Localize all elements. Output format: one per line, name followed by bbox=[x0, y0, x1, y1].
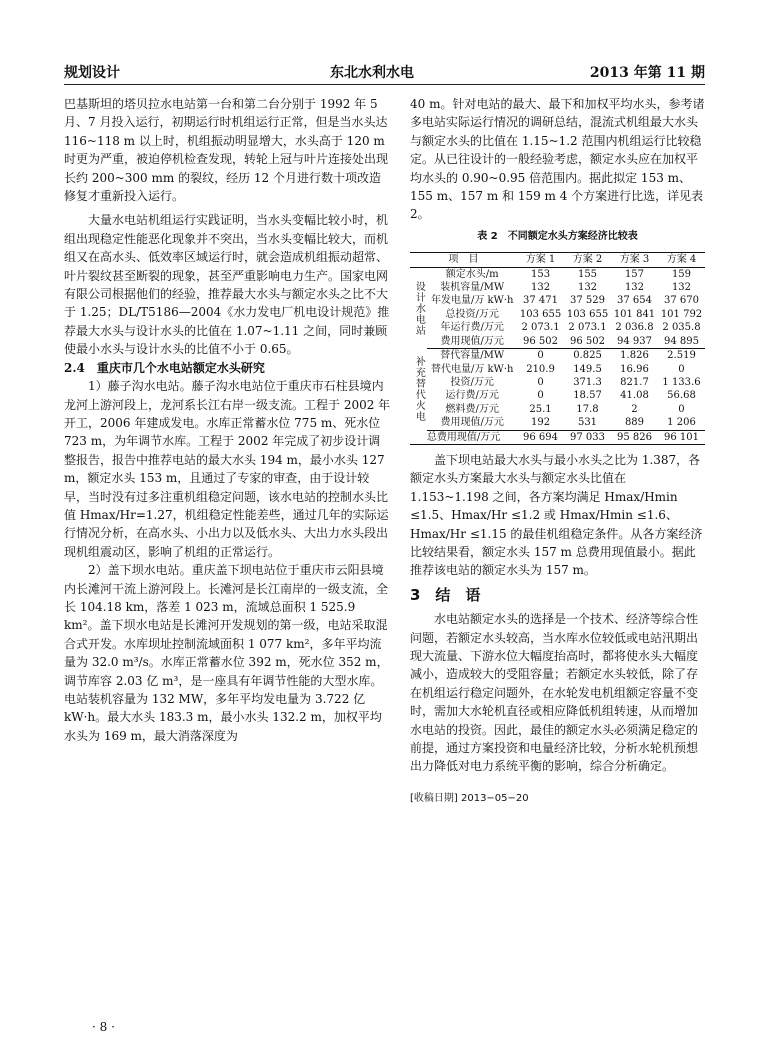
table-cell: 37 654 bbox=[616, 295, 652, 307]
table-cell: 132 bbox=[671, 282, 692, 294]
table-cell: 0 bbox=[678, 363, 685, 375]
table-cell: 101 792 bbox=[660, 308, 703, 320]
table-cell: 0 bbox=[537, 350, 544, 362]
table-cell: 153 bbox=[530, 268, 551, 280]
table-group-label: 补充替代火电 bbox=[413, 356, 425, 423]
table-cell: 费用现值/万元 bbox=[427, 335, 517, 349]
table-cell: 方案 3 bbox=[611, 253, 658, 267]
table-cell: 投资/万元 bbox=[450, 376, 494, 388]
table-row bbox=[410, 321, 705, 334]
table-cell: 889 bbox=[611, 416, 658, 430]
paragraph: 大量水电站机组运行实践证明，当水头变幅比较小时，机组出现稳定性能恶化现象并不突出，当水头变幅比较大，而机组又在高水头、低效率区域运行时，就会造成机组振动超常、叶片裂纹甚至断裂的现象，甚至严重影响电力生产。国家电网有限公司根据他们的经验，推荐最大水头与额定水头之比不大于 1.25；DL/T5186—2004《水力发电厂机电设计规范》推荐最大水头与设计水头的比值在 1.07~1.11 之间，同时兼顾使最小水头与设计水头的比值不小于 0.65。 bbox=[64, 213, 390, 357]
table-cell: 1 206 bbox=[658, 416, 705, 430]
table-cell: 149.5 bbox=[573, 363, 602, 375]
table-cell: 总费用现值/万元 bbox=[410, 430, 517, 444]
table-cell: 97 033 bbox=[564, 430, 611, 444]
table-cell: 年运行费/万元 bbox=[440, 322, 504, 334]
left-column bbox=[64, 95, 392, 745]
header-issue: 2013 年第 11 期 bbox=[589, 65, 705, 81]
table-cell: 37 670 bbox=[663, 295, 699, 307]
paragraph: 2）盖下坝水电站。重庆盖下坝电站位于重庆市云阳县境内长滩河干流上游河段上。长滩河是长江南岸的一级支流，全长 104.18 km，落差 1 023 m，流域总面积 1 525.9 km²。盖下坝水电站是长滩河开发规划的第一级，电站采取混合式开发。水库坝址控制流域面积 1 077 km²，多年平均流量为 32.0 m³/s。水库正常蓄水位 392 m，死水位 352 m，调节库容 2.03 亿 m³，是一座具有年调节性能的大型水库。电站装机容量为 132 MW，多年平均发电量为 3.722 亿 kW·h。最大水头 183.3 m，最小水头 132.2 m，加权平均水头为 169 m，最大消落深度为 bbox=[64, 563, 389, 743]
table-cell: 2 bbox=[631, 403, 638, 415]
paragraph: 40 m。针对电站的最大、最下和加权平均水头，参考诸多电站实际运行情况的调研总结，混流式机组最大水头与额定水头的比值在 1.15~1.2 范围内机组运行比较稳定。从已往设计的一般经验考虑，额定水头应在加权平均水头的 0.90~0.95 倍范围内。据此拟定 153 m、155 m、157 m 和 159 m 4 个方案进行比选，详见表 2。 bbox=[410, 97, 705, 222]
right-column bbox=[410, 95, 705, 808]
table-cell: 96 101 bbox=[658, 430, 705, 444]
section-heading-3: 3 结 语 bbox=[410, 585, 481, 604]
table-cell: 25.1 bbox=[529, 403, 552, 415]
table-cell: 18.57 bbox=[573, 390, 602, 402]
table-cell: 192 bbox=[517, 416, 564, 430]
table-cell: 2 073.1 bbox=[568, 322, 607, 334]
section-heading-2-4: 2.4 重庆市几个水电站额定水头研究 bbox=[64, 360, 265, 375]
table-cell: 16.96 bbox=[620, 363, 649, 375]
table-cell: 1.826 bbox=[620, 350, 649, 362]
table-row bbox=[410, 308, 705, 321]
table-cell: 157 bbox=[624, 268, 645, 280]
table-row bbox=[410, 403, 705, 416]
table-cell: 17.8 bbox=[576, 403, 599, 415]
table-row bbox=[410, 294, 705, 307]
table-cell: 37 471 bbox=[523, 295, 559, 307]
table-cell: 132 bbox=[530, 282, 551, 294]
table-cell: 821.7 bbox=[620, 376, 649, 388]
comparison-table bbox=[410, 252, 705, 445]
table-cell: 替代容量/MW bbox=[440, 350, 505, 362]
table-row bbox=[410, 416, 705, 430]
table-cell: 费用现值/万元 bbox=[427, 416, 517, 430]
table-row bbox=[410, 363, 705, 376]
table-group-label: 设计水电站 bbox=[413, 280, 425, 336]
table-cell: 159 bbox=[671, 268, 692, 280]
table-cell: 年发电量/万 kW·h bbox=[430, 295, 514, 307]
paragraph: 1）藤子沟水电站。藤子沟水电站位于重庆市石柱县境内龙河上游河段上，龙河系长江右岸一级支流。工程于 2002 年开工，2006 年建成发电。水库正常蓄水位 775 m、死水位 723 m，为年调节水库。工程于 2002 年完成了初步设计调整报告，报告中推荐电站的最大水头 194 m，最小水头 127 m，额定水头 153 m，且通过了专家的审查，由于设计较早，当时没有过多注重机组稳定问题，该水电站的控制水头比值 Hmax/Hr=1.27，机组稳定性能差些，通过几年的实际运行情况分析，在高水头、小出力以及低水头、大出力水头段出现机组震动区，影响了机组的正常运行。 bbox=[64, 379, 391, 559]
table-cell: 0 bbox=[678, 403, 685, 415]
table-cell: 96 502 bbox=[517, 335, 564, 349]
table-row bbox=[410, 349, 705, 363]
table-cell: 41.08 bbox=[620, 390, 649, 402]
header-journal: 东北水利水电 bbox=[330, 65, 414, 81]
table-cell: 1 133.6 bbox=[662, 376, 701, 388]
paragraph: 巴基斯坦的塔贝拉水电站第一台和第二台分别于 1992 年 5 月、7 月投入运行，初期运行时机组运行正常，但是当水头达 116~118 m 以上时，机组振动明显增大，水头高于 120 m 时更为严重，被迫停机检查发现，转轮上冠与叶片连接处出现长约 200~300 mm 的裂纹，经历 12 个月进行数十项改造修复才重新投入运行。 bbox=[64, 97, 389, 204]
table-row bbox=[410, 335, 705, 349]
table-cell: 总投资/万元 bbox=[445, 308, 499, 320]
table-cell: 103 655 bbox=[519, 308, 562, 320]
table-cell: 2 073.1 bbox=[521, 322, 560, 334]
table-total-row bbox=[410, 430, 705, 444]
table-cell: 94 895 bbox=[658, 335, 705, 349]
table-cell: 替代电量/万 kW·h bbox=[430, 363, 514, 375]
table-cell: 方案 1 bbox=[517, 253, 564, 267]
table-cell: 37 529 bbox=[570, 295, 605, 307]
table-cell: 101 841 bbox=[613, 308, 656, 320]
table-cell: 96 694 bbox=[517, 430, 564, 444]
table-cell: 103 655 bbox=[566, 308, 609, 320]
table-cell: 方案 2 bbox=[564, 253, 611, 267]
table-row bbox=[410, 389, 705, 402]
table-row bbox=[410, 376, 705, 389]
table-cell: 0 bbox=[537, 390, 544, 402]
table-cell: 项 目 bbox=[410, 253, 517, 267]
paragraph: 盖下坝电站最大水头与最小水头之比为 1.387，各额定水头方案最大水头与额定水头比值在 1.153~1.198 之间，各方案均满足 Hmax/Hmin ≤1.5、Hmax/Hr ≤1.2 或 Hmax/Hmin ≤1.6、Hmax/Hr ≤1.15 的最佳机组稳定条件。从各方案经济比较结果看，额定水头 157 m 总费用现值最小。据此推荐该电站的额定水头为 157 m。 bbox=[410, 452, 703, 578]
table-header-row bbox=[410, 253, 705, 267]
table-cell: 装机容量/MW bbox=[440, 282, 505, 294]
header-rule bbox=[64, 84, 705, 85]
table-cell: 2.519 bbox=[667, 350, 696, 362]
table-cell: 56.68 bbox=[667, 390, 696, 402]
table-cell: 0.825 bbox=[573, 350, 602, 362]
table-cell: 371.3 bbox=[573, 376, 602, 388]
table-cell: 94 937 bbox=[611, 335, 658, 349]
table-cell: 运行费/万元 bbox=[445, 390, 499, 402]
table-cell: 燃料费/万元 bbox=[445, 403, 499, 415]
table-cell: 2 036.8 bbox=[615, 322, 654, 334]
table-cell: 96 502 bbox=[564, 335, 611, 349]
table-cell: 210.9 bbox=[526, 363, 555, 375]
table-cell: 0 bbox=[537, 376, 544, 388]
table-row bbox=[410, 281, 705, 294]
table-cell: 95 826 bbox=[611, 430, 658, 444]
received-date: [收稿日期] 2013−05−20 bbox=[410, 792, 529, 804]
table-caption: 表 2 不同额定水头方案经济比较表 bbox=[477, 230, 638, 242]
table-cell: 方案 4 bbox=[658, 253, 705, 267]
table-cell: 531 bbox=[564, 416, 611, 430]
table-cell: 额定水头/m bbox=[445, 268, 499, 280]
table-row bbox=[410, 267, 705, 281]
table-cell: 132 bbox=[624, 282, 645, 294]
table-cell: 155 bbox=[577, 268, 598, 280]
table-cell: 2 035.8 bbox=[662, 322, 701, 334]
table-cell: 132 bbox=[577, 282, 598, 294]
header-left: 规划设计 bbox=[64, 65, 120, 81]
page-number: · 8 · bbox=[92, 1020, 115, 1034]
paragraph: 水电站额定水头的选择是一个技术、经济等综合性问题，若额定水头较高，当水库水位较低或电站汛期出现大流量、下游水位大幅度抬高时，都将使水头大幅度减小，造成较大的受阻容量；若额定水头较低，除了存在机组运行稳定问题外，在水轮发电机组额定容量不变时，需加大水轮机直径或相应降低机组转速，从而增加水电站的投资。因此，最佳的额定水头必须满足稳定的前提，通过方案投资和电量经济比较，分析水轮机预想出力降低对电力系统平衡的影响，综合分析确定。 bbox=[410, 612, 699, 774]
